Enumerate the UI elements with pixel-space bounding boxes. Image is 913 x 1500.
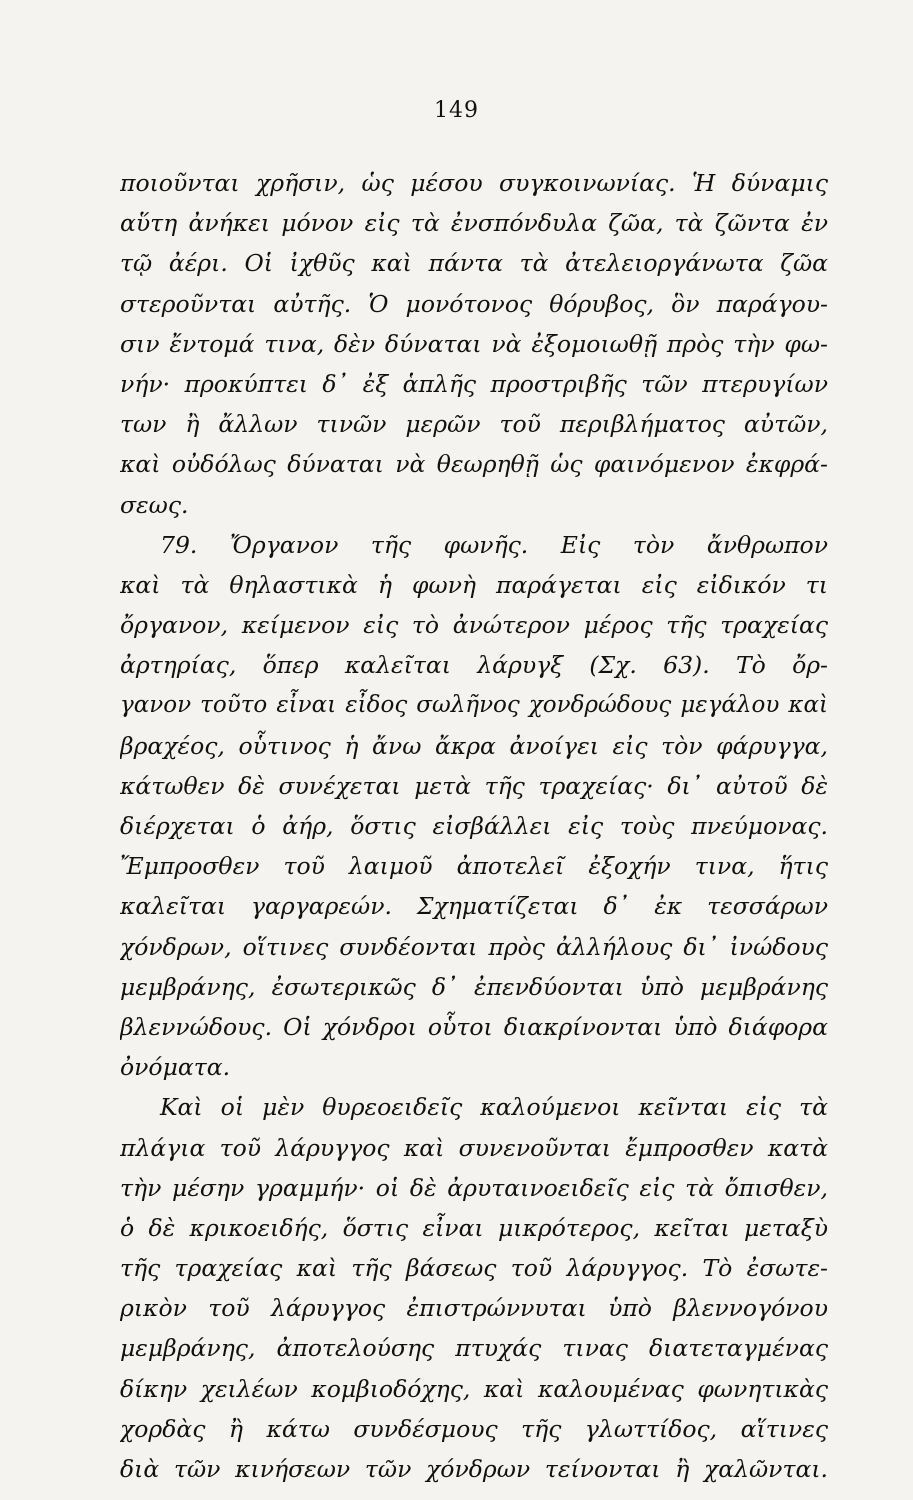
text-line: αὕτη ἀνήκει μόνον εἰς τὰ ἐνσπόνδυλα ζῶα, τὰ ζῶντα ἐν [120,209,828,238]
text-line: ὁ δὲ κρικοειδής, ὅστις εἶναι μικρότερος, κεῖται μεταξὺ [120,1213,828,1242]
text-line: βλεννώδους. Οἱ χόνδροι οὗτοι διακρίνονται ὑπὸ διάφορα [120,1012,828,1041]
body-text [120,163,828,1489]
text-line: διὰ τῶν κινήσεων τῶν χόνδρων τείνονται ἢ χαλῶνται. [120,1455,828,1483]
text-line: ποιοῦνται χρῆσιν, ὡς μέσου συγκοινωνίας. Ἡ δύναμις [120,169,828,197]
text-line: σιν ἔντομά τινα, δὲν δύναται νὰ ἐξομοιωθῇ πρὸς τὴν φω- [120,329,828,358]
text-line: 79. Ὄργανον τῆς φωνῆς. Εἰς τὸν ἄνθρωπον [160,530,828,559]
text-line: τὴν μέσην γραμμήν· οἱ δὲ ἀρυταινοειδεῖς εἰς τὰ ὄπισθεν, [120,1173,828,1202]
text-line: ἀρτηρίας, ὅπερ καλεῖται λάρυγξ (Σχ. 63). Τὸ ὄρ- [120,651,828,680]
text-line: των ἢ ἄλλων τινῶν μερῶν τοῦ περιβλήματος αὐτῶν, [120,410,828,439]
text-line: κάτωθεν δὲ συνέχεται μετὰ τῆς τραχείας· δι᾽ αὐτοῦ δὲ [120,771,828,800]
text-line: Ἔμπροσθεν τοῦ λαιμοῦ ἀποτελεῖ ἐξοχήν τινα, ἥτις [120,852,828,881]
page-number: 149 [434,98,479,123]
text-line: μεμβράνης, ἐσωτερικῶς δ᾽ ἐπενδύονται ὑπὸ μεμβράνης [120,972,828,1001]
text-line: Καὶ οἱ μὲν θυρεοειδεῖς καλούμενοι κεῖνται εἰς τὰ [160,1093,828,1122]
text-line: νήν· προκύπτει δ᾽ ἐξ ἁπλῆς προστριβῆς τῶν πτερυγίων [120,369,828,398]
text-line: γανον τοῦτο εἶναι εἶδος σωλῆνος χονδρώδους μεγάλου καὶ [120,692,828,719]
text-line: μεμβράνης, ἀποτελούσης πτυχάς τινας διατεταγμένας [120,1334,828,1363]
text-line: ὀνόματα. [120,1053,231,1082]
text-line: καλεῖται γαργαρεών. Σχηματίζεται δ᾽ ἐκ τεσσάρων [120,892,828,921]
text-line: βραχέος, οὗτινος ἡ ἄνω ἄκρα ἀνοίγει εἰς τὸν φάρυγγα, [120,731,828,760]
text-line: χόνδρων, οἵτινες συνδέονται πρὸς ἀλλήλους δι᾽ ἰνώδους [120,932,828,961]
text-line: πλάγια τοῦ λάρυγγος καὶ συνενοῦνται ἔμπροσθεν κατὰ [120,1133,828,1162]
text-line: τῆς τραχείας καὶ τῆς βάσεως τοῦ λάρυγγος. Τὸ ἐσωτε- [120,1254,828,1283]
text-line: διέρχεται ὁ ἀήρ, ὅστις εἰσβάλλει εἰς τοὺς πνεύμονας. [120,812,828,840]
text-line: δίκην χειλέων κομβιοδόχης, καὶ καλουμένας φωνητικὰς [120,1374,828,1403]
text-line: ὄργανον, κείμενον εἰς τὸ ἀνώτερον μέρος τῆς τραχείας [120,611,828,640]
text-line: σεως. [120,490,189,519]
text-line: καὶ τὰ θηλαστικὰ ἡ φωνὴ παράγεται εἰς εἰδικόν τι [120,570,828,599]
text-line: τῷ ἀέρι. Οἱ ἰχθῦς καὶ πάντα τὰ ἀτελειοργάνωτα ζῶα [120,249,828,278]
text-line: ρικὸν τοῦ λάρυγγος ἐπιστρώννυται ὑπὸ βλεννογόνου [120,1294,828,1323]
text-line: χορδὰς ἢ κάτω συνδέσμους τῆς γλωττίδος, αἵτινες [120,1414,828,1443]
text-line: στεροῦνται αὐτῆς. Ὁ μονότονος θόρυβος, ὃν παράγου- [120,289,828,318]
text-line: καὶ οὐδόλως δύναται νὰ θεωρηθῇ ὡς φαινόμενον ἐκφρά- [120,450,828,479]
